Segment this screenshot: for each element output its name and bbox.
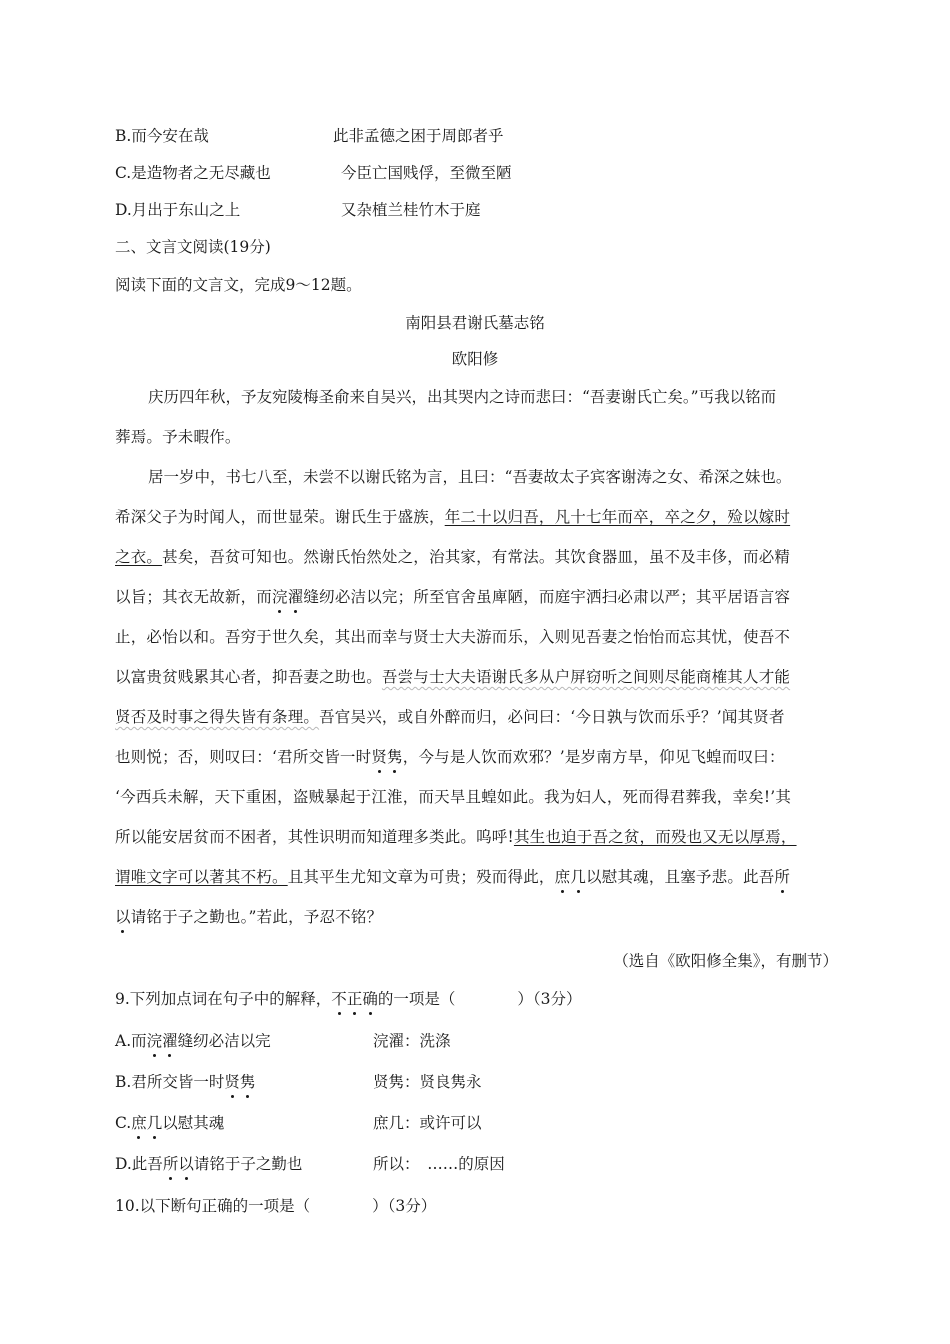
q9-option-b-explain: 贤隽：贤良隽永 (373, 1073, 482, 1091)
q9-option-c-explain: 庶几：或许可以 (373, 1114, 482, 1132)
dotted-char: 不 (331, 990, 347, 1008)
q9-option-d[interactable] (115, 1154, 302, 1174)
question-text: 9.下列加点词在句子中的解释， (115, 990, 332, 1008)
dotted-char: 几 (570, 868, 587, 886)
dotted-char: 所 (162, 1155, 179, 1173)
option-b-prev-compare: 此非孟德之困于周郎者乎 (333, 127, 504, 145)
option-text: 请铭于子之勤也 (193, 1155, 303, 1173)
passage-line: ‘今西兵未解，天下重困，盗贼暴起于江淮，而天旱且蝗如此。我为妇人，死而得君葬我，幸矣!’其 (115, 788, 792, 806)
passage-line (115, 507, 840, 527)
option-b-prev: B.而今安在哉 (115, 127, 209, 145)
dotted-char: 贤 (224, 1073, 240, 1091)
passage-line: 庆历四年秋，予友宛陵梅圣俞来自吴兴，出其哭内之诗而悲曰：“吾妻谢氏亡矣。”丐我以铭而 (148, 388, 777, 406)
passage-text: 缝纫必洁以完；所至官舍虽庳陋，而庭宇洒扫必肃以严；其平居语言容 (303, 588, 791, 606)
underlined-sentence: 谓唯文字可以著其不朽。 (115, 868, 288, 886)
passage-line (115, 827, 840, 847)
passage-line: 居一岁中，书七八至，未尝不以谢氏铭为言，且曰：“吾妻故太子宾客谢涛之女、希深之妹也。 (148, 468, 792, 486)
passage-source: （选自《欧阳修全集》，有删节） (613, 952, 838, 970)
dotted-char: 隽 (387, 748, 403, 766)
passage-text: 吾官吴兴，或自外醉而归，必问曰：‘今日孰与饮而乐乎？’闻其贤者 (319, 708, 785, 726)
passage-text: ，今与是人饮而欢邪？’是岁南方旱，仰见飞蝗而叹曰： (402, 748, 785, 766)
passage-text: 请铭于子之勤也。”若此，予忍不铭？ (130, 908, 383, 926)
passage-line (115, 747, 840, 767)
dotted-char: 浣 (146, 1032, 163, 1050)
passage-line (115, 587, 840, 607)
option-text: B.君所交皆一时 (115, 1073, 225, 1091)
passage-line (115, 667, 840, 687)
passage-line (115, 867, 840, 887)
option-c-prev-compare: 今臣亡国贱俘，至微至陋 (341, 164, 512, 182)
dotted-char: 正 (346, 990, 363, 1008)
dotted-char: 隽 (239, 1073, 256, 1091)
passage-text: 以慰其魂，且塞予悲。此吾 (586, 868, 775, 886)
dotted-char: 以 (115, 908, 131, 926)
dotted-char: 濯 (287, 588, 304, 606)
passage-line (115, 907, 840, 927)
option-text: D.此吾 (115, 1155, 163, 1173)
dotted-char: 贤 (371, 748, 388, 766)
dotted-char: 几 (146, 1114, 163, 1132)
passage-text: 希深父子为时闻人，而世显荣。谢氏生于盛族， (115, 508, 445, 526)
passage-text: 以富贵贫贱累其心者，抑吾妻之助也。 (115, 668, 382, 686)
option-text: 以慰其魂 (162, 1114, 225, 1132)
passage-line: 葬焉。予未暇作。 (115, 428, 241, 446)
passage-line (115, 707, 840, 727)
q9-option-d-explain: 所以： ……的原因 (373, 1155, 505, 1173)
question-text: 的一项是（ ）（3分） (377, 990, 582, 1008)
dotted-char: 浣 (272, 588, 288, 606)
dotted-char: 庶 (554, 868, 571, 886)
underlined-sentence: 之衣。 (115, 548, 163, 566)
option-text: A.而 (115, 1032, 147, 1050)
passage-author: 欧阳修 (451, 350, 499, 368)
option-c-prev: C.是造物者之无尽藏也 (115, 164, 271, 182)
instruction: 阅读下面的文言文，完成9～12题。 (115, 276, 362, 294)
underlined-sentence: 年二十以归吾，凡十七年而卒，卒之夕，殓以嫁时 (444, 508, 791, 526)
wavy-underlined-sentence: 贤否及时事之得失皆有条理。 (115, 708, 320, 726)
option-text: 缝纫必洁以完 (177, 1032, 271, 1050)
dotted-char: 确 (362, 990, 378, 1008)
passage-text: 以旨；其衣无故新，而 (115, 588, 273, 606)
passage-line: 止，必怡以和。吾穷于世久矣，其出而幸与贤士大夫游而乐，入则见吾妻之怡怡而忘其忧，使吾不 (115, 628, 791, 646)
question-9-stem (115, 989, 581, 1009)
dotted-char: 所 (774, 868, 791, 886)
option-d-prev: D.月出于东山之上 (115, 201, 241, 219)
option-text: C. (115, 1114, 132, 1132)
dotted-char: 庶 (131, 1114, 147, 1132)
section-title: 二、文言文阅读(19分) (115, 238, 271, 256)
q9-option-c[interactable] (115, 1113, 224, 1133)
passage-title: 南阳县君谢氏墓志铭 (405, 314, 545, 332)
option-d-prev-compare: 又杂植兰桂竹木于庭 (341, 201, 481, 219)
question-10-stem: 10.以下断句正确的一项是（ ）（3分） (115, 1197, 437, 1215)
q9-option-b[interactable] (115, 1072, 255, 1092)
wavy-underlined-sentence: 吾尝与士大夫语谢氏多从户屏窃听之间则尽能商榷其人才能 (381, 668, 791, 686)
underlined-sentence: 其生也迫于吾之贫，而殁也又无以厚焉， (513, 828, 797, 846)
q9-option-a-explain: 浣濯：洗涤 (373, 1032, 451, 1050)
dotted-char: 以 (178, 1155, 194, 1173)
passage-text: 也则悦；否，则叹曰：‘君所交皆一时 (115, 748, 372, 766)
q9-option-a[interactable] (115, 1031, 271, 1051)
passage-text: 甚矣，吾贫可知也。然谢氏怡然处之，治其家，有常法。其饮食器皿，虽不及丰侈，而必精 (162, 548, 791, 566)
passage-text: 所以能安居贫而不困者，其性识明而知道理多类此。呜呼! (115, 828, 514, 846)
dotted-char: 濯 (162, 1032, 178, 1050)
passage-text: 且其平生尤知文章为可贵；殁而得此， (287, 868, 555, 886)
passage-line (115, 547, 840, 567)
